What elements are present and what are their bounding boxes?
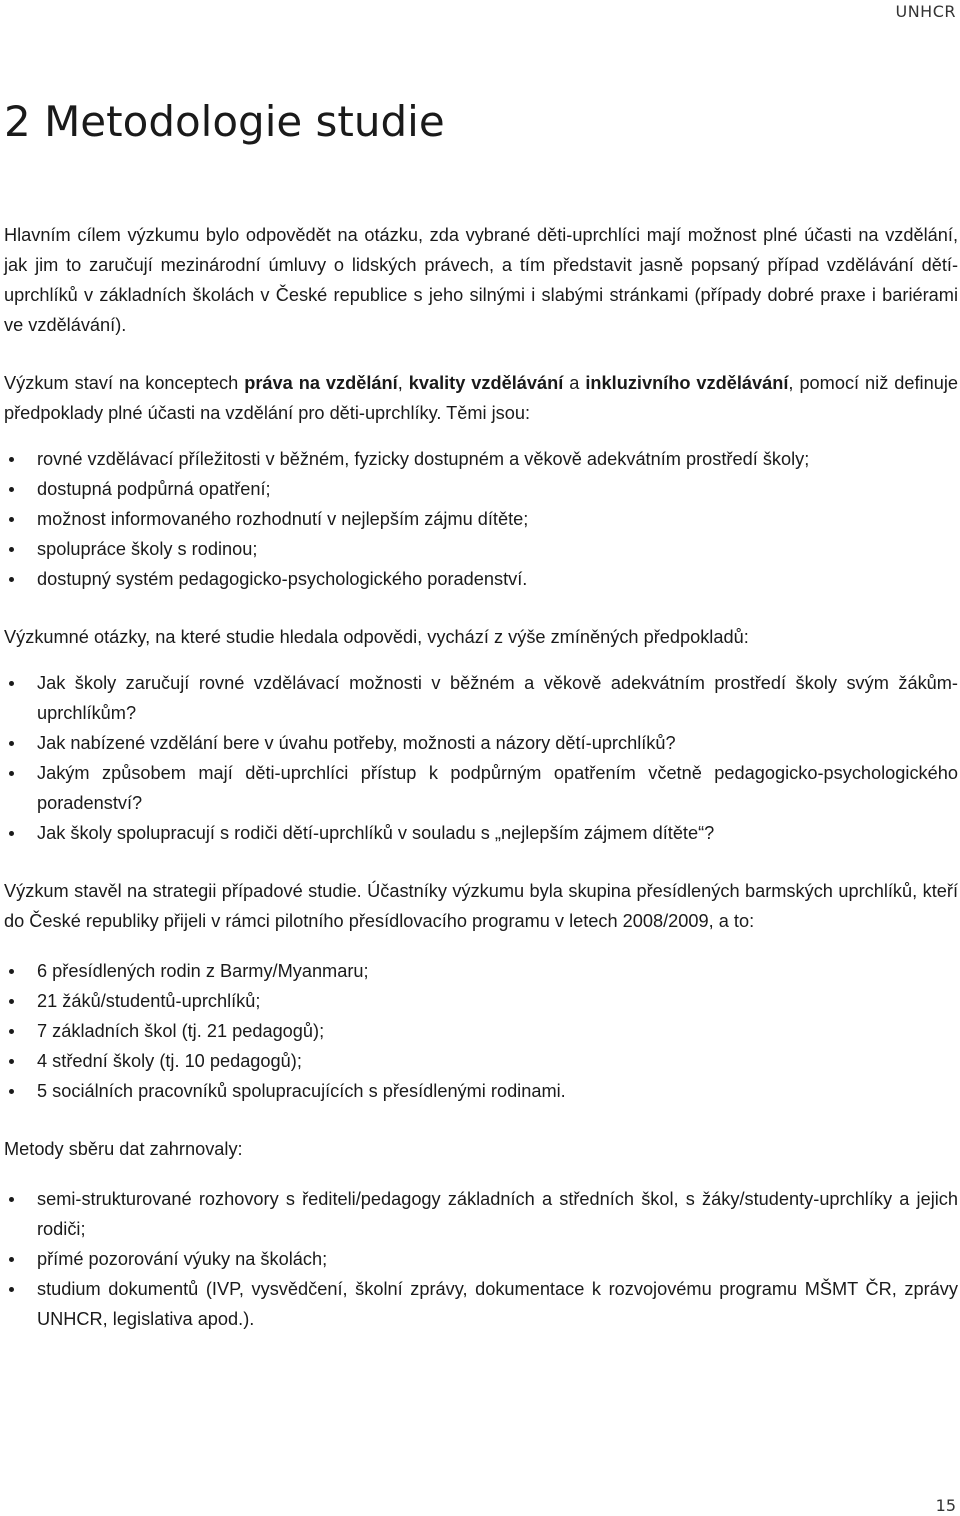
concept-quality-education: kvality vzdělávání	[408, 373, 564, 393]
list-item: semi-strukturované rozhovory s řediteli/pedagogy základních a středních škol, s žáky/studenty-uprchlíky a jejich rodiči;	[4, 1184, 958, 1244]
concepts-sep1: ,	[397, 373, 409, 393]
list-item: přímé pozorování výuky na školách;	[4, 1244, 958, 1274]
list-item: 21 žáků/studentů-uprchlíků;	[4, 986, 958, 1016]
list-item: Jak školy zaručují rovné vzdělávací možnosti v běžném a věkově adekvátním prostředí školy svým žákům-uprchlíkům?	[4, 668, 958, 728]
list-item: Jak nabízené vzdělání bere v úvahu potřeby, možnosti a názory dětí-uprchlíků?	[4, 728, 958, 758]
concepts-paragraph	[4, 368, 958, 428]
list-item: 7 základních škol (tj. 21 pedagogů);	[4, 1016, 958, 1046]
list-item: dostupná podpůrná opatření;	[4, 474, 958, 504]
list-item: dostupný systém pedagogicko-psychologického poradenství.	[4, 564, 958, 594]
concept-inclusive-education: inkluzivního vzdělávání	[585, 373, 789, 393]
list-item: studium dokumentů (IVP, vysvědčení, školní zprávy, dokumentace k rozvojovému programu MŠMT ČR, zprávy UNHCR, legislativa apod.).	[4, 1274, 958, 1334]
concept-right-to-education: práva na vzdělání	[244, 373, 398, 393]
concepts-post: , pomocí niž definuje předpoklady plné účasti na vzdělání pro děti-uprchlíky. Těmi jsou:	[4, 373, 958, 423]
list-item: spolupráce školy s rodinou;	[4, 534, 958, 564]
conditions-list	[4, 444, 958, 594]
sample-list	[4, 956, 958, 1106]
list-item: rovné vzdělávací příležitosti v běžném, fyzicky dostupném a věkově adekvátním prostředí školy;	[4, 444, 958, 474]
page-number: 15	[935, 1496, 956, 1515]
methods-list	[4, 1184, 958, 1334]
section-title: 2 Metodologie studie	[4, 97, 445, 146]
methods-intro: Metody sběru dat zahrnovaly:	[4, 1139, 243, 1159]
strategy-paragraph: Výzkum stavěl na strategii případové studie. Účastníky výzkumu byla skupina přesídlených barmských uprchlíků, kteří do České republiky přijeli v rámci pilotního přesídlovacího programu v letech 2008/2009, a to:	[4, 881, 958, 931]
list-item: 5 sociálních pracovníků spolupracujících s přesídlenými rodinami.	[4, 1076, 958, 1106]
list-item: 4 střední školy (tj. 10 pedagogů);	[4, 1046, 958, 1076]
list-item: Jak školy spolupracují s rodiči dětí-uprchlíků v souladu s „nejlepším zájmem dítěte“?	[4, 818, 958, 848]
header-label: UNHCR	[895, 2, 956, 21]
concepts-pre: Výzkum staví na konceptech	[4, 373, 245, 393]
list-item: Jakým způsobem mají děti-uprchlíci přístup k podpůrným opatřením včetně pedagogicko-psychologického poradenství?	[4, 758, 958, 818]
questions-list	[4, 668, 958, 848]
page-content	[4, 92, 958, 1334]
list-item: možnost informovaného rozhodnutí v nejlepším zájmu dítěte;	[4, 504, 958, 534]
list-item: 6 přesídlených rodin z Barmy/Myanmaru;	[4, 956, 958, 986]
concepts-sep2: a	[563, 373, 586, 393]
questions-intro: Výzkumné otázky, na které studie hledala odpovědi, vychází z výše zmíněných předpokladů:	[4, 627, 749, 647]
intro-paragraph: Hlavním cílem výzkumu bylo odpovědět na otázku, zda vybrané děti-uprchlíci mají možnost plné účasti na vzdělání, jak jim to zaručují mezinárodní úmluvy o lidských právech, a tím představit jasně popsaný případ vzdělávání dětí-uprchlíků v základních školách v České republice s jeho silnými i slabými stránkami (případy dobré praxe i bariérami ve vzdělávání).	[4, 225, 958, 335]
